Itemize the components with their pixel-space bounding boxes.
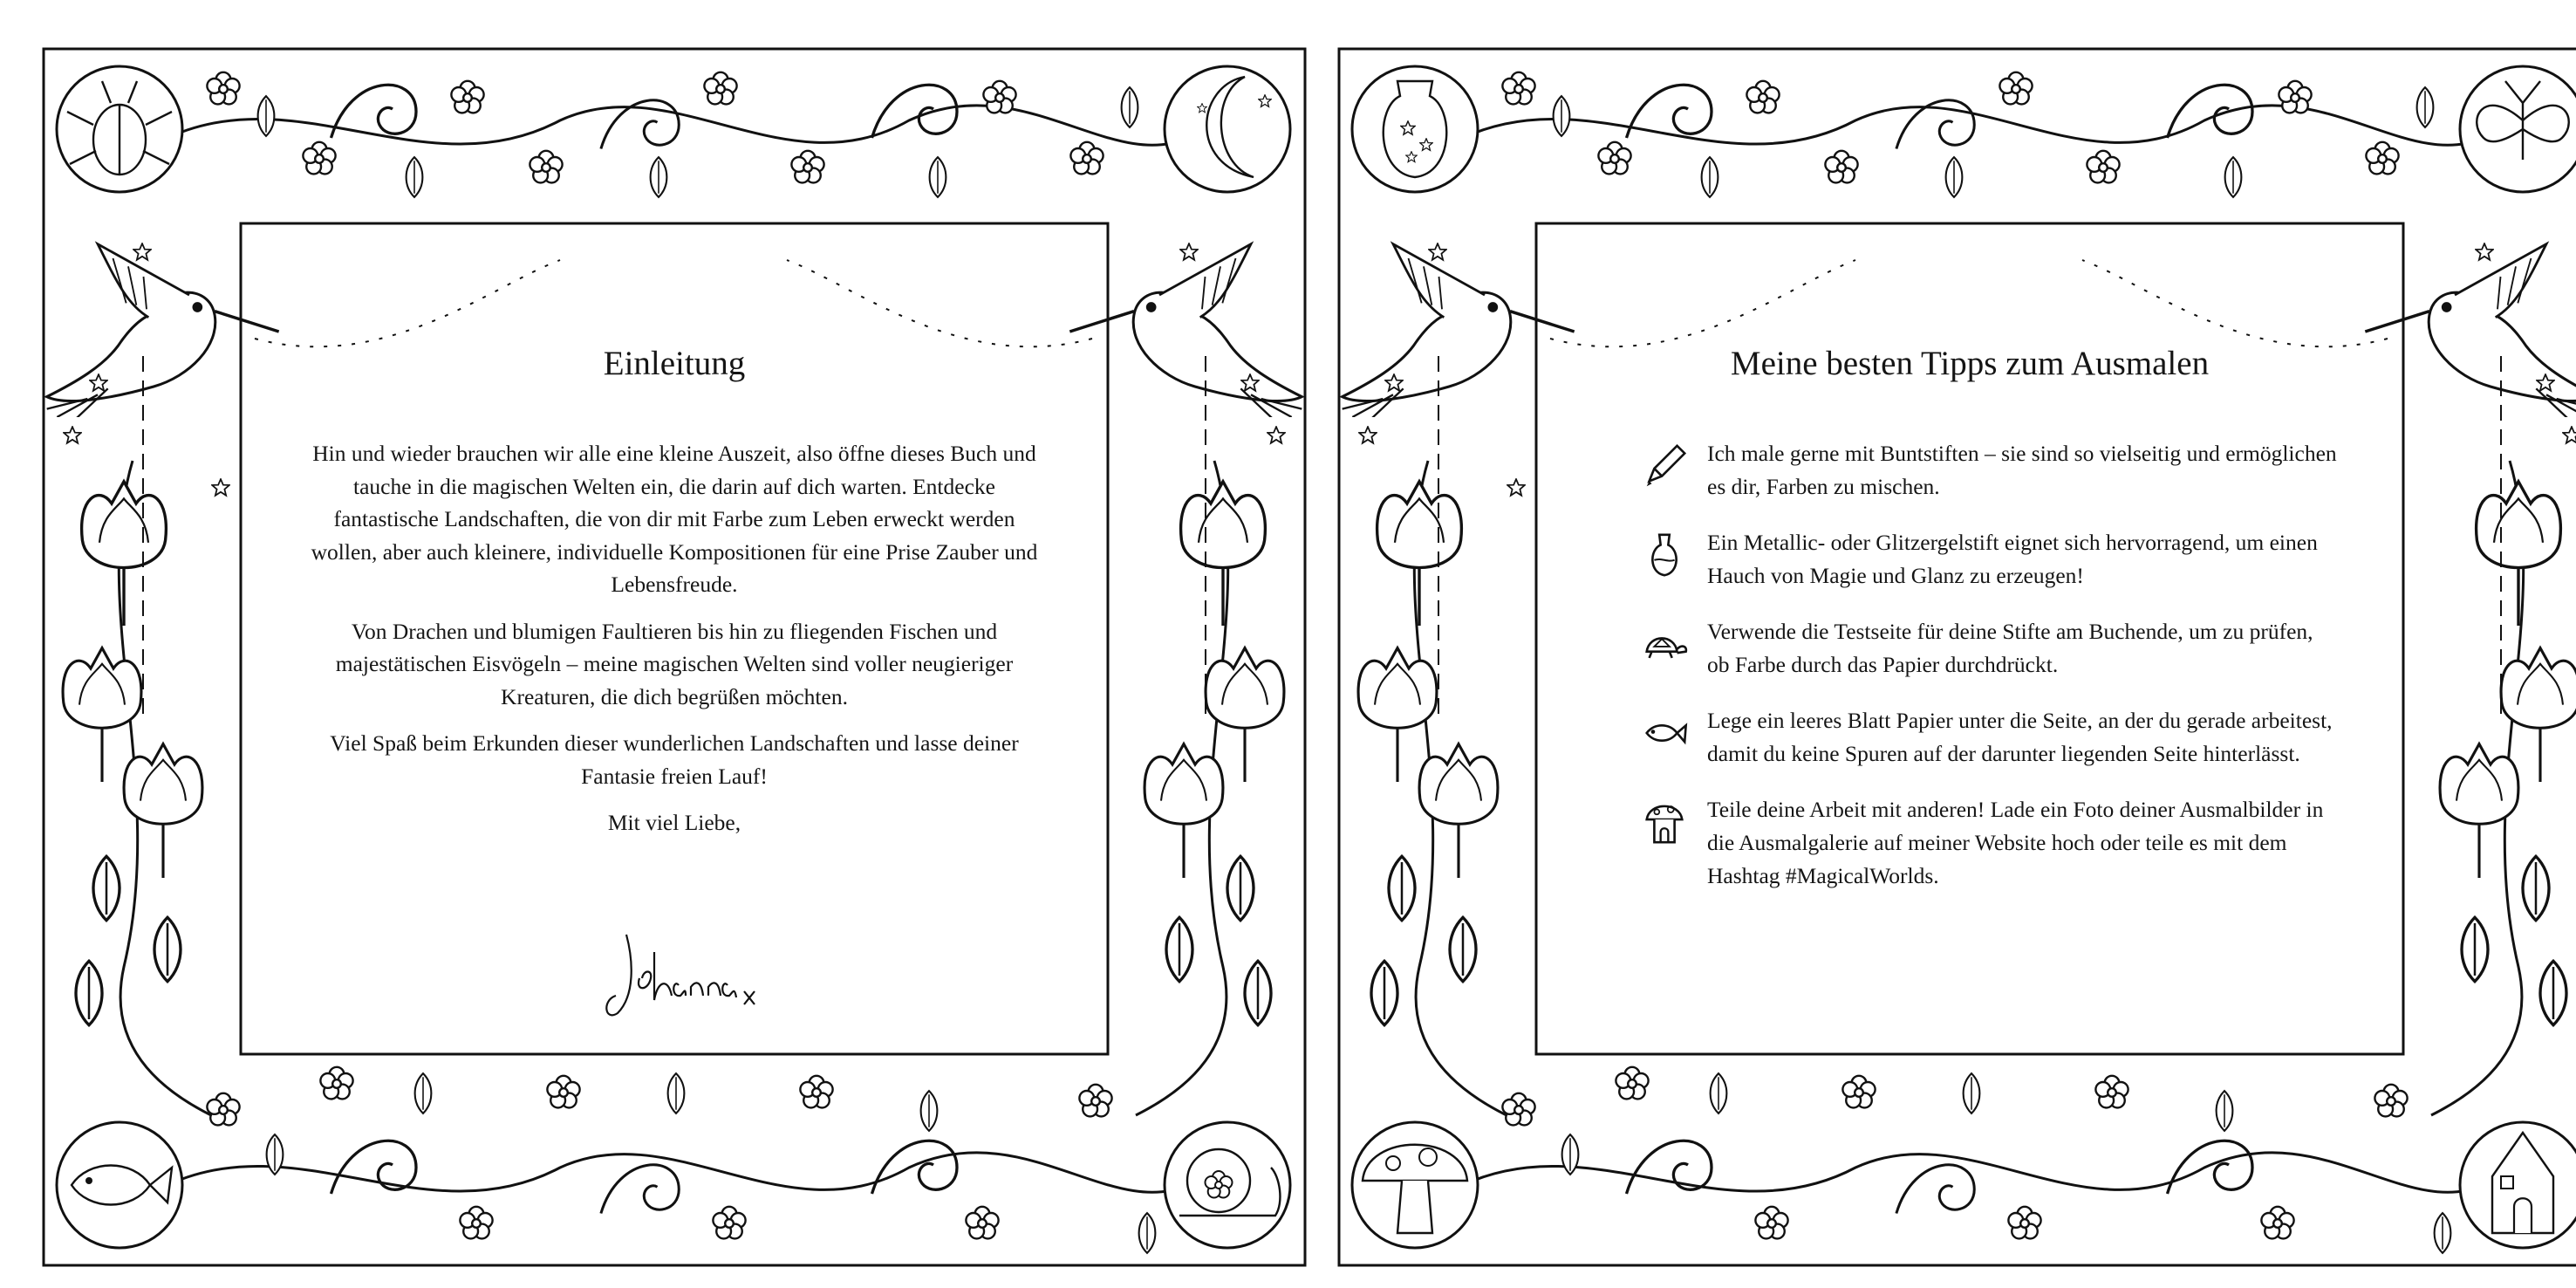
moth-icon — [2460, 66, 2576, 192]
paragraph: Von Drachen und blumigen Faultieren bis hin zu fliegenden Fischen und majestätischen Eisvögeln – meine magischen Welten sind voller neugieriger Kreaturen, die dich begrüßen möchten. — [335, 618, 1014, 709]
mushroom-house-icon — [1639, 797, 1690, 847]
list-item — [1639, 704, 2340, 771]
fish-icon — [1639, 708, 1690, 758]
list-item — [1639, 437, 2340, 504]
list-item — [1639, 615, 2340, 682]
tip-text: Lege ein leeres Blatt Papier unter die Seite, an der du gerade arbeitest, damit du keine Spuren auf der darunter liegenden Seite hinterlässt. — [1707, 708, 2333, 766]
text-panel — [241, 223, 1108, 1054]
tip-text: Ein Metallic- oder Glitzergelstift eignet sich hervorragend, um einen Hauch von Magie und Glanz zu erzeugen! — [1707, 530, 2318, 588]
star-jar-icon — [1352, 66, 1478, 192]
potion-bottle-icon — [1639, 530, 1690, 580]
turtle-icon — [1639, 619, 1690, 669]
moon-flower-icon — [1165, 66, 1290, 192]
snail-icon — [1165, 1122, 1290, 1248]
beetle-icon — [57, 66, 182, 192]
signature — [600, 917, 757, 1022]
mushroom-icon — [1352, 1122, 1478, 1248]
pencil-icon — [1639, 441, 1690, 491]
page-title: Einleitung — [603, 345, 746, 382]
right-page — [1332, 42, 2576, 1272]
list-item — [1639, 793, 2340, 893]
introduction-text — [311, 437, 1038, 853]
tip-text: Ich male gerne mit Buntstiften – sie sind so vielseitig und ermöglichen es dir, Farben zu mischen. — [1707, 441, 2337, 499]
tips-list — [1639, 437, 2340, 915]
list-item — [1639, 526, 2340, 593]
paragraph: Viel Spaß beim Erkunden dieser wunderlichen Landschaften und lasse deiner Fantasie freien Lauf! — [330, 730, 1019, 789]
paragraph: Hin und wieder brauchen wir alle eine kleine Auszeit, also öffne dieses Buch und tauche in die magischen Welten ein, die darin auf dich warten. Entdecke fantastische Landschaften, die von dir mit Farbe zum Leben erweckt werden wollen, aber auch kleinere, individuelle Kompositionen für eine Prise Zauber und Lebensfreude. — [311, 441, 1038, 597]
fairy-house-icon — [2460, 1122, 2576, 1248]
tip-text: Teile deine Arbeit mit anderen! Lade ein Foto deiner Ausmalbilder in die Ausmalgalerie auf meiner Website hoch oder teile es mit dem Hashtag #MagicalWorlds. — [1707, 797, 2324, 888]
tip-text: Verwende die Testseite für deine Stifte am Buchende, um zu prüfen, ob Farbe durch das Papier durchdrückt. — [1707, 619, 2313, 677]
page-title: Meine besten Tipps zum Ausmalen — [1730, 345, 2210, 382]
left-page — [37, 42, 1312, 1272]
sign-off: Mit viel Liebe, — [607, 810, 741, 835]
text-panel — [1536, 223, 2403, 1054]
fish-icon — [57, 1122, 182, 1248]
